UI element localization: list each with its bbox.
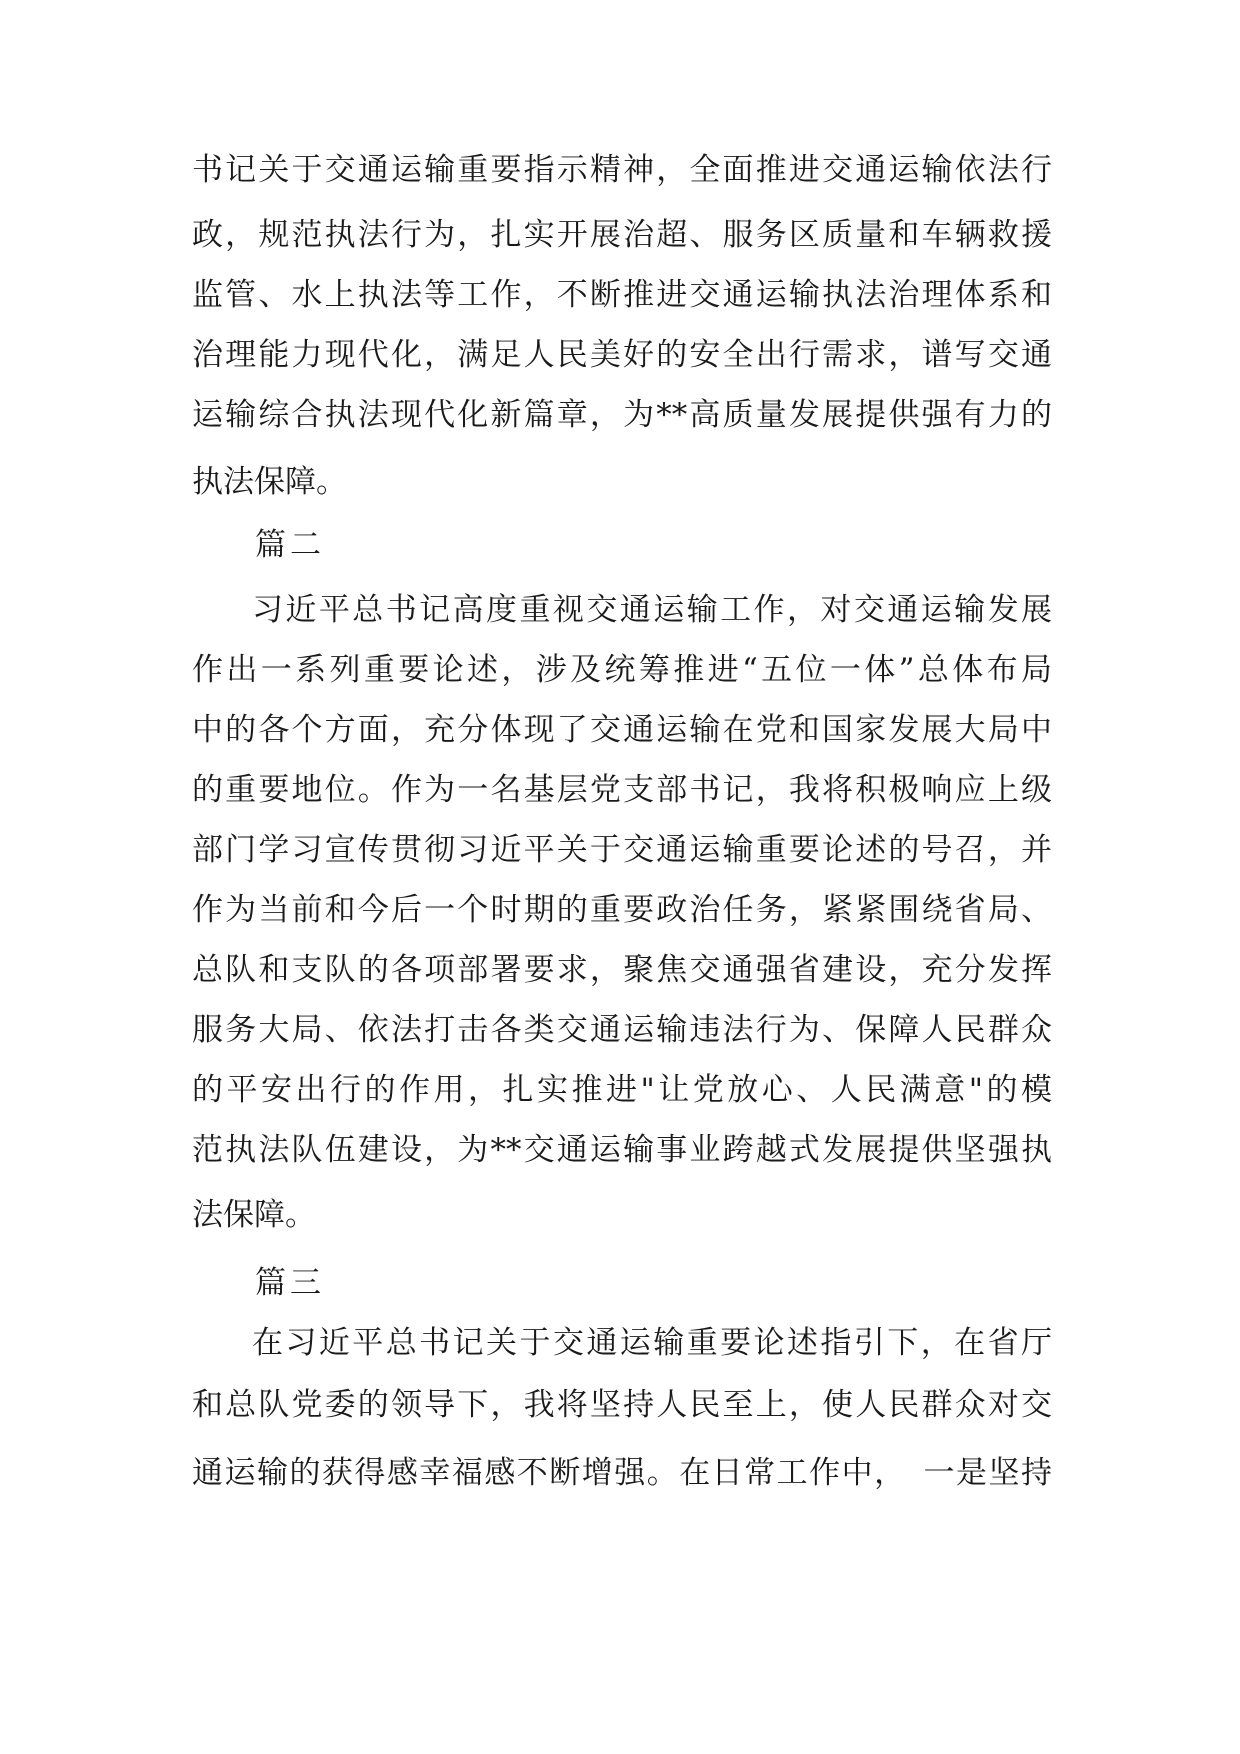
paragraph-line: 习近平总书记高度重视交通运输工作，对交通运输发展 — [252, 592, 1052, 628]
paragraph-line: 治理能力现代化，满足人民美好的安全出行需求，谱写交通 — [192, 337, 1052, 373]
paragraph-line: 的重要地位。作为一名基层党支部书记，我将积极响应上级 — [192, 772, 1052, 808]
paragraph-line: 政，规范执法行为，扎实开展治超、服务区质量和车辆救援 — [192, 217, 1052, 253]
paragraph-line: 范执法队伍建设，为**交通运输事业跨越式发展提供坚强执 — [192, 1132, 1052, 1168]
paragraph-line: 中的各个方面，充分体现了交通运输在党和国家发展大局中 — [192, 712, 1052, 748]
section-heading: 篇三 — [255, 1265, 325, 1301]
paragraph-line: 书记关于交通运输重要指示精神，全面推进交通运输依法行 — [192, 152, 1052, 188]
paragraph-line: 总队和支队的各项部署要求，聚焦交通强省建设，充分发挥 — [192, 952, 1052, 988]
paragraph-line: 法保障。 — [192, 1197, 316, 1233]
paragraph-line: 在习近平总书记关于交通运输重要论述指引下，在省厅 — [252, 1325, 1052, 1361]
paragraph-line: 的平安出行的作用，扎实推进"让党放心、人民满意"的模 — [192, 1072, 1052, 1108]
paragraph-line: 监管、水上执法等工作，不断推进交通运输执法治理体系和 — [192, 277, 1052, 313]
paragraph-line: 服务大局、依法打击各类交通运输违法行为、保障人民群众 — [192, 1012, 1052, 1048]
paragraph-line: 作为当前和今后一个时期的重要政治任务，紧紧围绕省局、 — [192, 892, 1052, 928]
paragraph-line: 通运输的获得感幸福感不断增强。在日常工作中， 一是坚持 — [192, 1455, 1052, 1491]
paragraph-line: 和总队党委的领导下，我将坚持人民至上，使人民群众对交 — [192, 1387, 1052, 1423]
paragraph-line: 执法保障。 — [192, 464, 347, 500]
paragraph-line: 运输综合执法现代化新篇章，为**高质量发展提供强有力的 — [192, 397, 1052, 433]
paragraph-line: 部门学习宣传贯彻习近平关于交通运输重要论述的号召，并 — [192, 832, 1052, 868]
paragraph-line: 作出一系列重要论述，涉及统筹推进“五位一体”总体布局 — [192, 652, 1052, 688]
section-heading: 篇二 — [255, 527, 325, 563]
